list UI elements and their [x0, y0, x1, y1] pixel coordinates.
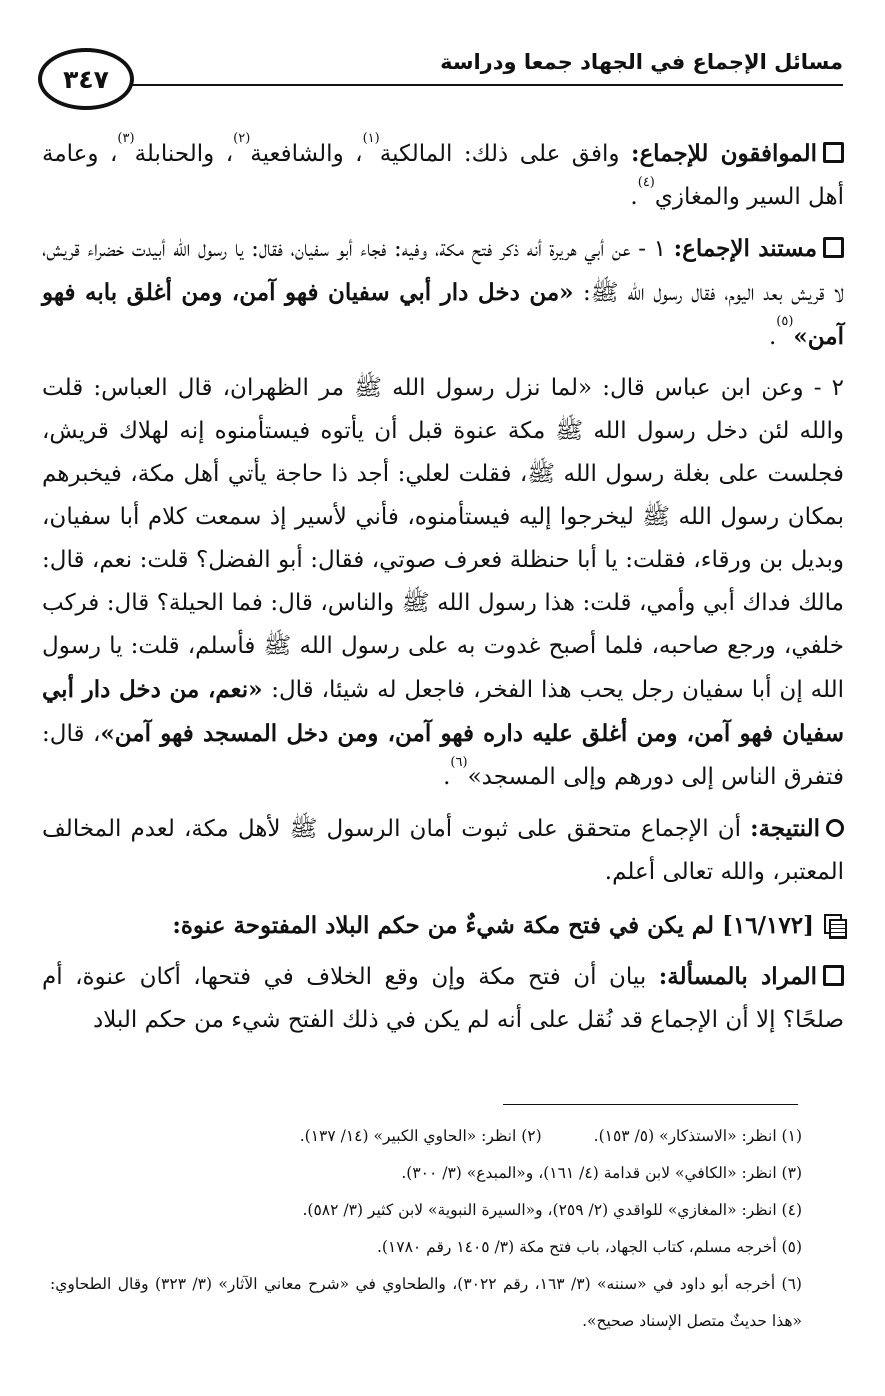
- square-bullet-icon: [823, 237, 844, 258]
- footnotes: [50, 1118, 802, 1340]
- paragraph-text: .: [630, 184, 638, 210]
- running-header: [38, 38, 843, 114]
- page-number-badge: [38, 48, 134, 110]
- footnote-ref-4[interactable]: (٤): [637, 175, 655, 190]
- square-bullet-icon: [823, 142, 844, 163]
- paragraph-text: ، والشافعية: [250, 141, 363, 167]
- footnote-ref-2[interactable]: (٢): [233, 131, 251, 146]
- paragraph-text: ، وعامة أهل السير والمغازي: [42, 141, 844, 210]
- paragraph-heading: المراد بالمسألة:: [658, 963, 818, 990]
- footnote-3: (٣) انظر: «الكافي» لابن قدامة (٤/ ١٦١)، و«المبدع» (٣/ ٣٠٠).: [401, 1164, 802, 1182]
- hadith-quote: «نعم، من دخل دار أبي سفيان فهو آمن، ومن أغلق عليه داره فهو آمن، ومن دخل المسجد فهو آمن»: [42, 676, 844, 747]
- issue-heading: [42, 904, 844, 947]
- header-rule: [128, 84, 843, 86]
- footnote-6: (٦) أخرجه أبو داود في «سننه» (٣/ ١٦٣، رقم ٣٠٢٢)، والطحاوي في «شرح معاني الآثار» (٣/ ٣٢٣) وقال الطحاوي: «هذا حديثٌ متصل الإسناد صحيح».: [50, 1275, 802, 1330]
- paragraph-text: ، قال: فتفرق الناس إلى دورهم وإلى المسجد»: [42, 721, 844, 790]
- paragraph-text: .: [768, 324, 777, 350]
- paragraph-heading: مستند الإجماع:: [673, 235, 818, 262]
- paragraph-evidence: [42, 227, 844, 359]
- paragraph-text: ، والحنابلة: [134, 141, 234, 167]
- footnote-2: (٢) انظر: «الحاوي الكبير» (١٤/ ١٣٧).: [299, 1127, 542, 1145]
- paragraph-text: أن الإجماع متحقق على ثبوت أمان الرسول ﷺ لأهل مكة، لعدم المخالف المعتبر، والله تعالى أعلم.: [42, 816, 844, 885]
- circle-bullet-icon: [826, 819, 844, 837]
- footnote-separator: [503, 1104, 798, 1105]
- footnote-1: (١) انظر: «الاستذكار» (٥/ ١٥٣).: [593, 1127, 802, 1145]
- paragraph-text: وافق على ذلك: المالكية: [379, 141, 631, 167]
- footnote-ref-1[interactable]: (١): [362, 131, 380, 146]
- paragraph-agreeing-scholars: [42, 132, 844, 219]
- footnote-5: (٥) أخرجه مسلم، كتاب الجهاد، باب فتح مكة (٣/ ١٤٠٥ رقم ١٧٨٠).: [376, 1238, 802, 1256]
- hadith-quote: «من دخل دار أبي سفيان فهو آمن، ومن أغلق بابه فهو آمن»: [42, 279, 844, 350]
- paragraph-text: بيان أن فتح مكة وإن وقع الخلاف في فتحها، أكان عنوة، أم صلحًا؟ إلا أن الإجماع قد نُقل على أنه لم يكن في ذلك الفتح شيء من حكم البلاد: [42, 964, 844, 1033]
- page-number: ٣٤٧: [63, 64, 109, 94]
- issue-title: [١٦/١٧٢] لم يكن في فتح مكة شيءٌ من حكم البلاد المفتوحة عنوة:: [172, 912, 814, 939]
- footnote-ref-3[interactable]: (٣): [117, 131, 135, 146]
- main-text: [42, 132, 844, 1050]
- document-icon: [824, 914, 844, 936]
- footnote-row: [50, 1118, 802, 1155]
- paragraph-text: ١ - عن أبي هريرة أنه ذكر فتح مكة، وفيه: فجاء أبو سفيان، فقال: يا رسول الله أبيدت خضراء قريش، لا قريش بعد اليوم، فقال رسول الله ﷺ:: [42, 236, 844, 306]
- running-title: مسائل الإجماع في الجهاد جمعا ودراسة: [440, 50, 843, 74]
- paragraph-meaning: [42, 955, 844, 1042]
- square-bullet-icon: [823, 965, 844, 986]
- footnote-4: (٤) انظر: «المغازي» للواقدي (٢/ ٢٥٩)، و«السيرة النبوية» لابن كثير (٣/ ٥٨٢).: [302, 1201, 802, 1219]
- footnote-ref-5[interactable]: (٥): [776, 314, 794, 329]
- footnote-ref-6[interactable]: (٦): [450, 755, 468, 770]
- paragraph-text: ٢ - وعن ابن عباس قال: «لما نزل رسول الله ﷺ مر الظهران، قال العباس: قلت والله لئن دخل رسول الله ﷺ مكة عنوة قبل أن يأتوه فيستأمنوه إنه لهلاك قريش، فجلست على بغلة رسول الله ﷺ، فقلت لعلي: أجد ذا حاجة يأتي أهل مكة، فيخبرهم بمكان رسول الله ﷺ ليخرجوا إليه فيستأمنوه، فأني لأسير إذ سمعت كلام أبا سفيان، وبديل بن ورقاء، فقلت: يا أبا حنظلة فعرف صوتي، فقال: أبو الفضل؟ قلت: نعم، قال: مالك فداك أبي وأمي، قلت: هذا رسول الله ﷺ والناس، قال: فما الحيلة؟ قال: فركب خلفي، ورجع صاحبه، فلما أصبح غدوت به على رسول الله ﷺ فأسلم، قلت: يا رسول الله إن أبا سفيان رجل يحب هذا الفخر، فاجعل له شيئا، قال:: [42, 375, 845, 703]
- paragraph-heading: الموافقون للإجماع:: [630, 140, 817, 167]
- paragraph-result: [42, 807, 844, 894]
- paragraph-ibn-abbas: [42, 367, 844, 799]
- paragraph-heading: النتيجة:: [750, 815, 820, 842]
- paragraph-text: .: [443, 764, 451, 790]
